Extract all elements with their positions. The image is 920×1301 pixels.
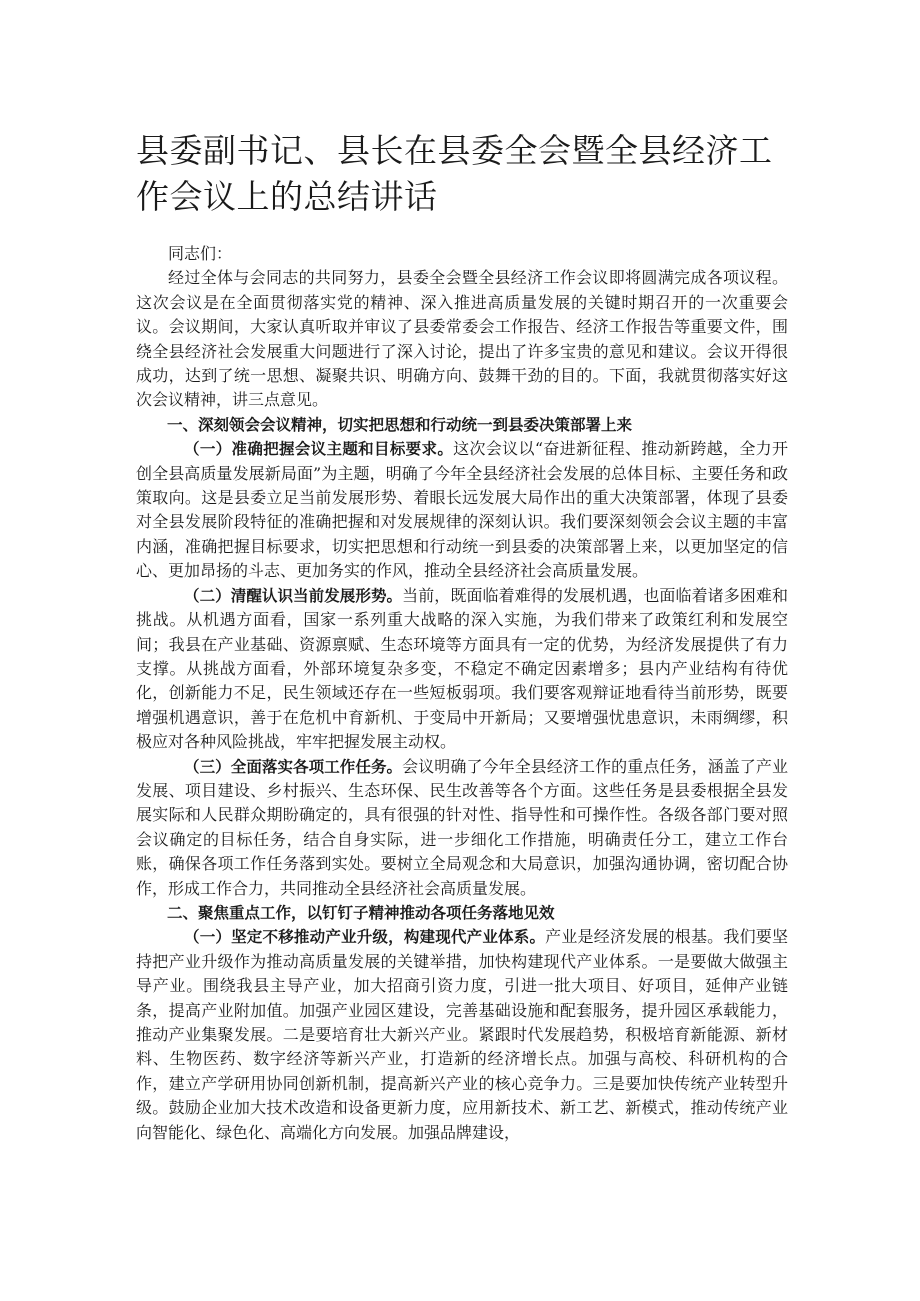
document-title: 县委副书记、县长在县委全会暨全县经济工作会议上的总结讲话 bbox=[136, 131, 773, 216]
section-1-item-1-text: 这次会议以“奋进新征程、推动新跨越，全力开创全县高质量发展新局面”为主题，明确了今年全县经济社会发展的总体目标、主要任务和政策取向。这是县委立足当前发展形势、着眼长远发展大局作出的重大决策部署，体现了县委对全县发展阶段特征的准确把握和对发展规律的深刻认识。我们要深刻领会会议主题的丰富内涵，准确把握目标要求，切实把思想和行动统一到县委的决策部署上来，以更加坚定的信心、更加昂扬的斗志、更加务实的作风，推动全县经济社会高质量发展。 bbox=[136, 439, 788, 581]
section-1-item-2-text: 当前，既面临着难得的发展机遇，也面临着诸多困难和挑战。从机遇方面看，国家一系列重大战略的深入实施，为我们带来了政策红利和发展空间；我县在产业基础、资源禀赋、生态环境等方面具有一定的优势，为经济发展提供了有力支撑。从挑战方面看，外部环境复杂多变，不稳定不确定因素增多；县内产业结构有待优化，创新能力不足，民生领域还存在一些短板弱项。我们要客观辩证地看待当前形势，既要增强机遇意识，善于在危机中育新机、于变局中开新局；又要增强忧患意识，未雨绸缪，积极应对各种风险挑战，牢牢把握发展主动权。 bbox=[136, 585, 788, 752]
section-1-item-3-text: 会议明确了今年全县经济工作的重点任务，涵盖了产业发展、项目建设、乡村振兴、生态环保、民生改善等各个方面。这些任务是县委根据全县发展实际和人民群众期盼确定的，具有很强的针对性、指导性和可操作性。各级各部门要对照会议确定的目标任务，结合自身实际，进一步细化工作措施，明确责任分工，建立工作台账，确保各项工作任务落到实处。要树立全局观念和大局意识，加强沟通协调，密切配合协作，形成工作合力，共同推动全县经济社会高质量发展。 bbox=[136, 756, 788, 898]
section-1-item-3 bbox=[136, 755, 788, 901]
section-2-item-1-lead: （一）坚定不移推动产业升级，构建现代产业体系。 bbox=[184, 928, 546, 947]
salutation: 同志们： bbox=[168, 244, 233, 263]
section-1-heading: 一、深刻领会会议精神，切实把思想和行动统一到县委决策部署上来 bbox=[167, 415, 633, 434]
document-page bbox=[136, 128, 788, 1145]
section-2-item-1 bbox=[136, 925, 788, 1145]
document-body bbox=[136, 242, 788, 1145]
section-1-item-2-lead: （二）清醒认识当前发展形势。 bbox=[184, 586, 403, 605]
intro-paragraph: 经过全体与会同志的共同努力，县委全会暨全县经济工作会议即将圆满完成各项议程。这次会议是在全面贯彻落实党的精神、深入推进高质量发展的关键时期召开的一次重要会议。会议期间，大家认真听取并审议了县委常委会工作报告、经济工作报告等重要文件，围绕全县经济社会发展重大问题进行了深入讨论，提出了许多宝贵的意见和建议。会议开得很成功，达到了统一思想、凝聚共识、明确方向、鼓舞干劲的目的。下面，我就贯彻落实好这次会议精神，讲三点意见。 bbox=[136, 268, 788, 410]
section-1-item-3-lead: （三）全面落实各项工作任务。 bbox=[184, 757, 403, 776]
section-2-heading: 二、聚焦重点工作，以钉钉子精神推动各项任务落地见效 bbox=[167, 903, 555, 922]
section-1-item-1 bbox=[136, 437, 788, 583]
section-1-item-2 bbox=[136, 584, 788, 755]
section-2-item-1-text: 产业是经济发展的根基。我们要坚持把产业升级作为推动高质量发展的关键举措，加快构建现代产业体系。一是要做大做强主导产业。围绕我县主导产业，加大招商引资力度，引进一批大项目、好项目，延伸产业链条，提高产业附加值。加强产业园区建设，完善基础设施和配套服务，提升园区承载能力，推动产业集聚发展。二是要培育壮大新兴产业。紧跟时代发展趋势，积极培育新能源、新材料、生物医药、数字经济等新兴产业，打造新的经济增长点。加强与高校、科研机构的合作，建立产学研用协同创新机制，提高新兴产业的核心竞争力。三是要加快传统产业转型升级。鼓励企业加大技术改造和设备更新力度，应用新技术、新工艺、新模式，推动传统产业向智能化、绿色化、高端化方向发展。加强品牌建设， bbox=[136, 927, 788, 1142]
section-1-item-1-lead: （一）准确把握会议主题和目标要求。 bbox=[184, 440, 454, 459]
